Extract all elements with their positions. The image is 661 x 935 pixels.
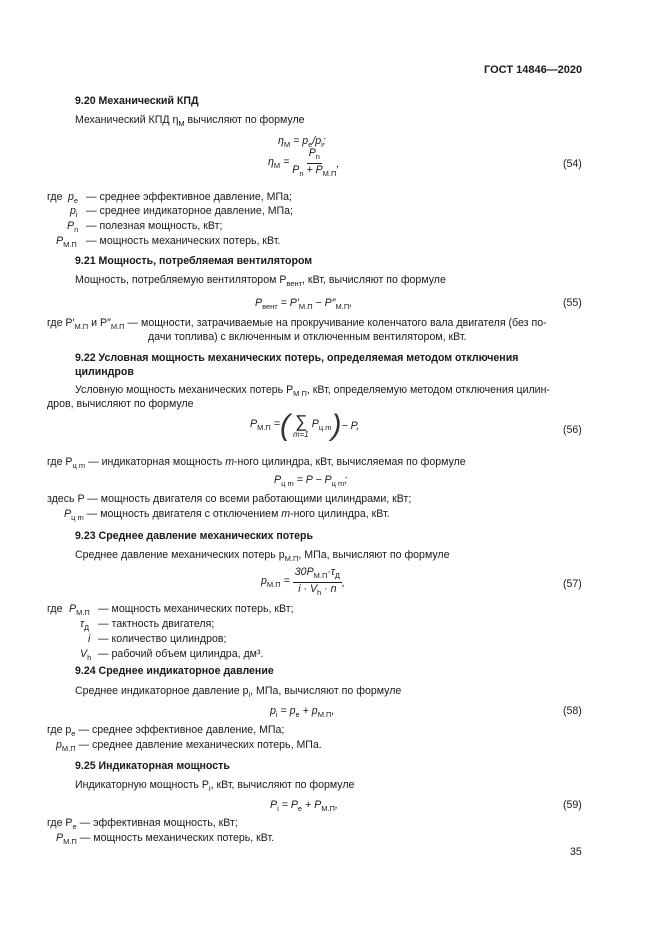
formula-number-56: (56) <box>563 424 582 436</box>
section-9-23-title: 9.23 Среднее давление механических потерь <box>75 530 314 542</box>
section-9-25-intro: Индикаторную мощность $P_i$, кВт, вычисляют по формуле <box>75 779 355 793</box>
formula-number-54: (54) <box>563 158 582 170</box>
section-9-22-def2: здесь P — мощность двигателя со всеми работающими цилиндрами, кВт; <box>47 493 412 505</box>
section-9-22-title-line1: 9.22 Условная мощность механических потерь, определяемая методом отключения <box>75 352 519 364</box>
section-9-22-intro-line1: Условную мощность механических потерь $P_{М П}$, кВт, определяемую методом отключения цилин- <box>75 384 550 398</box>
formula-56-lhs: $P_{М.П}$ = <box>250 418 280 432</box>
section-9-21-def-line1: где $P'_{М.П}$ и $P''_{М.П}$ — мощности, затрачиваемые на прокручивание коленчатого вала двигателя (без по- <box>47 317 547 331</box>
where-label: где <box>47 191 63 203</box>
def-sym-i: i <box>88 633 91 645</box>
section-9-21-intro: Мощность, потребляемую вентилятором $P_{вент}$, кВт, вычисляют по формуле <box>75 274 446 288</box>
def-sym-pmp: $P_{М.П}$ <box>56 235 77 249</box>
section-9-24-def2: $p_{М.П}$ — среднее давление механических потерь, МПа. <box>56 739 322 753</box>
def-sym-vh: $V_h$ <box>80 648 92 662</box>
section-9-22-title-line2: цилиндров <box>75 366 134 378</box>
def-text-pi: — среднее индикаторное давление, МПа; <box>86 205 293 217</box>
formula-number-58: (58) <box>563 705 582 717</box>
page-number: 35 <box>570 846 582 858</box>
def-text-vh: — рабочий объем цилиндра, дм³. <box>98 648 264 660</box>
section-9-23-intro: Среднее давление механических потерь $p_{М.П}$, МПа, вычисляют по формуле <box>75 549 450 563</box>
section-9-21-title: 9.21 Мощность, потребляемая вентилятором <box>75 255 313 267</box>
formula-57-lhs: $p_{М.П}$ = <box>261 574 290 589</box>
summation-symbol: ∑ m=1 <box>292 411 309 439</box>
def-sym-tau: $\tau_Д$ <box>80 618 90 632</box>
formula-mech-efficiency-ratio: $\eta_M = p_e/p_i$; <box>278 135 326 149</box>
formula-54-lhs: $\eta_M$ = <box>268 155 290 170</box>
formula-54-fraction: $\frac{P_n}{P_n + P_{М.П}}$ <box>292 147 337 178</box>
section-9-22-def3: $P_{ц m}$ — мощность двигателя с отключением m-ного цилиндра, кВт. <box>64 508 390 522</box>
summation-term: $P_{ц.m}$ <box>311 418 332 432</box>
formula-59: $P_i = P_e + P_{М.П}$, <box>270 799 338 813</box>
formula-number-57: (57) <box>563 578 582 590</box>
section-9-25-title: 9.25 Индикаторная мощность <box>75 760 230 772</box>
section-9-24-title: 9.24 Среднее индикаторное давление <box>75 665 274 677</box>
def-text-pmp: — мощность механических потерь, кВт. <box>86 235 281 247</box>
def-sym-pe: $p_e$ <box>68 191 79 205</box>
def-sym-pi: $p_i$ <box>70 205 78 219</box>
formula-57: $p_{М.П}$ = $\frac{30P_{М.П}\cdot\tau_Д}{i \cdot V_h \cdot n}$ , <box>261 566 345 597</box>
standard-header: ГОСТ 14846—2020 <box>484 64 583 76</box>
right-paren: ) <box>331 409 342 442</box>
formula-54: $\eta_M$ = $\frac{P_n}{P_n + P_{М.П}}$ , <box>268 147 340 178</box>
formula-number-55: (55) <box>563 297 582 309</box>
formula-58: $p_i = p_e + p_{М.П}$, <box>270 705 335 719</box>
def-text-tau: — тактность двигателя; <box>98 618 215 630</box>
left-paren: ( <box>279 409 290 442</box>
def-text-pn: — полезная мощность, кВт; <box>86 220 223 232</box>
section-9-20-intro: Механический КПД $\eta_M$ вычисляют по формуле <box>75 114 305 128</box>
formula-number-59: (59) <box>563 799 582 811</box>
section-9-22-def1: где $P_{ц m}$ — индикаторная мощность m-ного цилиндра, кВт, вычисляемая по формуле <box>47 456 466 470</box>
section-9-20-title: 9.20 Механический КПД <box>75 95 199 107</box>
def-text-pe: — среднее эффективное давление, МПа; <box>86 191 292 203</box>
section-9-21-def-line2: дачи топлива) с включенным и отключенным вентилятором, кВт. <box>148 331 467 343</box>
section-9-24-intro: Среднее индикаторное давление $p_i$, МПа, вычисляют по формуле <box>75 685 402 699</box>
def-sym-pn: $P_n$ <box>67 220 79 234</box>
section-9-25-def2: $P_{М.П}$ — мощность механических потерь, кВт. <box>56 832 275 846</box>
section-9-25-def1: где $P_e$ — эффективная мощность, кВт; <box>47 817 238 831</box>
where-label-9-23: где <box>47 603 63 615</box>
section-9-22-intro-line2: дров, вычисляют по формуле <box>47 398 194 410</box>
def-text-pmp-2: — мощность механических потерь, кВт; <box>98 603 294 615</box>
section-9-24-def1: где $p_e$ — среднее эффективное давление, МПа; <box>47 724 285 738</box>
formula-55: $P_{вент} = P'_{М.П} - P''_{М.П}$, <box>255 297 353 311</box>
formula-cylinder-power: $P_{ц m} = P - P_{ц m}$; <box>274 474 348 488</box>
formula-56: $P_{М.П}$ = ( ∑ m=1 $P_{ц.m}$ ) − P, <box>250 409 360 442</box>
def-text-i: — количество цилиндров; <box>98 633 227 645</box>
def-sym-pmp-2: $P_{М.П}$ <box>69 603 90 617</box>
formula-57-fraction: $\frac{30P_{М.П}\cdot\tau_Д}{i \cdot V_h \cdot n}$ <box>294 566 340 597</box>
